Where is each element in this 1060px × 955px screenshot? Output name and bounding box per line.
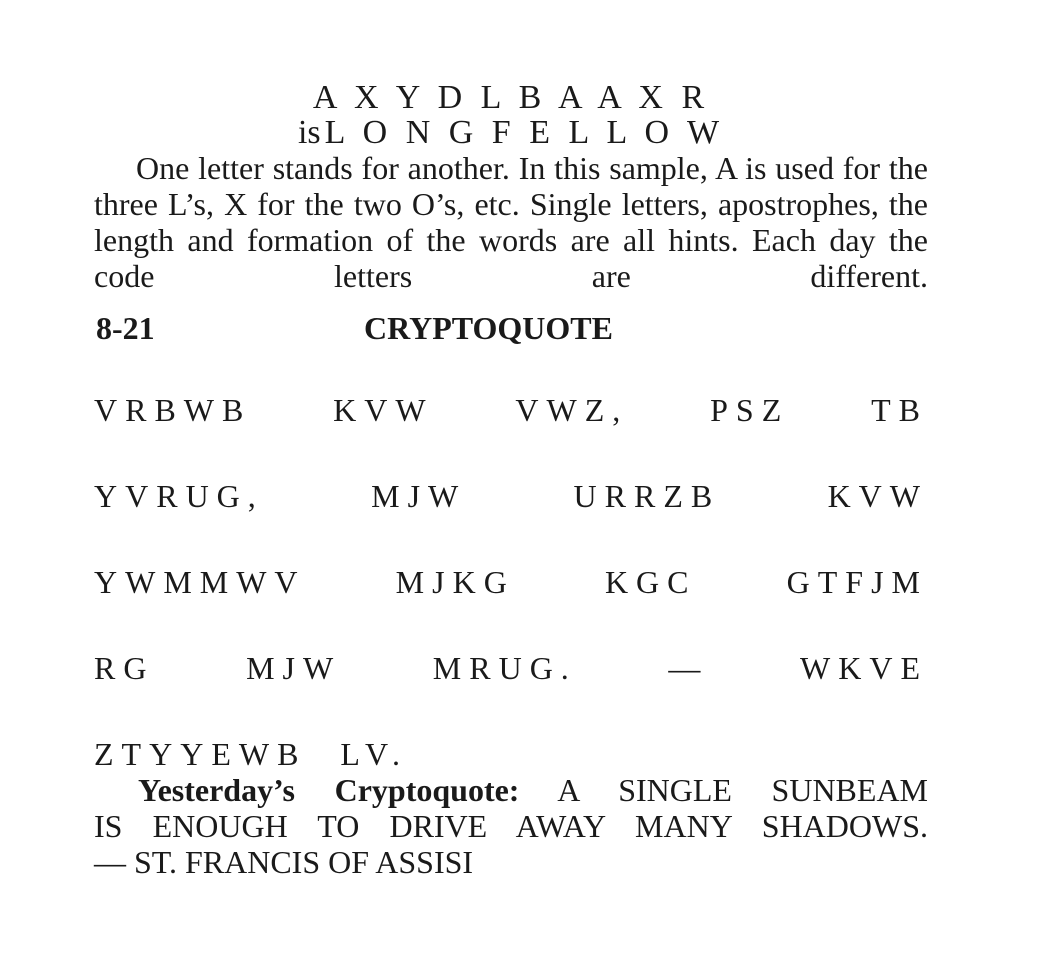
cipher-word: KVW <box>827 478 928 514</box>
cipher-word: MRUG. <box>432 650 577 686</box>
puzzle-title: CRYPTOQUOTE <box>364 310 613 346</box>
cipher-word: GTFJM <box>786 564 928 600</box>
sample-code: A X Y D L B A A X R <box>312 79 710 116</box>
cipher-word: MJW <box>246 650 342 686</box>
cipher-word: KVW <box>333 392 434 428</box>
cipher-line <box>94 564 928 600</box>
cipher-word: YVRUG, <box>94 478 264 514</box>
cipher-word: KGC <box>604 564 697 600</box>
cipher-word: WKVE <box>800 650 928 686</box>
cipher-line <box>94 736 928 772</box>
instructions-paragraph: One letter stands for another. In this sample, A is used for the three L’s, X for the two O’s, etc. Single letters, apostrophes, the length and formation of the words are all hints. Each day the code letters are different. <box>94 150 928 294</box>
yesterday-answer <box>94 772 928 880</box>
cryptoquote-puzzle <box>94 80 928 880</box>
cipher-word: RG <box>94 650 155 686</box>
cipher-word: MJW <box>371 478 467 514</box>
cipher-line <box>94 392 928 428</box>
puzzle-header <box>94 306 928 350</box>
cipher-word: ZTYYEWB <box>94 736 307 772</box>
cipher-word: PSZ <box>710 392 790 428</box>
cipher-dash: — <box>668 650 709 686</box>
cipher-text <box>94 392 928 772</box>
cipher-word: YWMMWV <box>94 564 306 600</box>
sample-answer <box>94 116 928 150</box>
yesterday-text: A SINGLE SUNBEAM <box>557 772 928 808</box>
puzzle-number: 8-21 <box>96 310 155 346</box>
cipher-line <box>94 650 928 686</box>
yesterday-attribution: — ST. FRANCIS OF ASSISI <box>94 844 474 880</box>
cipher-word: VWZ, <box>515 392 629 428</box>
cipher-word: VRBWB <box>94 392 252 428</box>
cipher-word: URRZB <box>573 478 721 514</box>
sample-is-word: is <box>297 114 321 151</box>
yesterday-line <box>94 772 928 808</box>
yesterday-line: IS ENOUGH TO DRIVE AWAY MANY SHADOWS. <box>94 808 928 844</box>
cipher-word: TB <box>871 392 928 428</box>
cipher-word: MJKG <box>395 564 515 600</box>
yesterday-label: Yesterday’s Cryptoquote: <box>138 772 520 808</box>
sample-answer-letters: L O N G F E L L O W <box>324 114 725 151</box>
cipher-line <box>94 478 928 514</box>
cipher-word: LV. <box>340 736 408 772</box>
